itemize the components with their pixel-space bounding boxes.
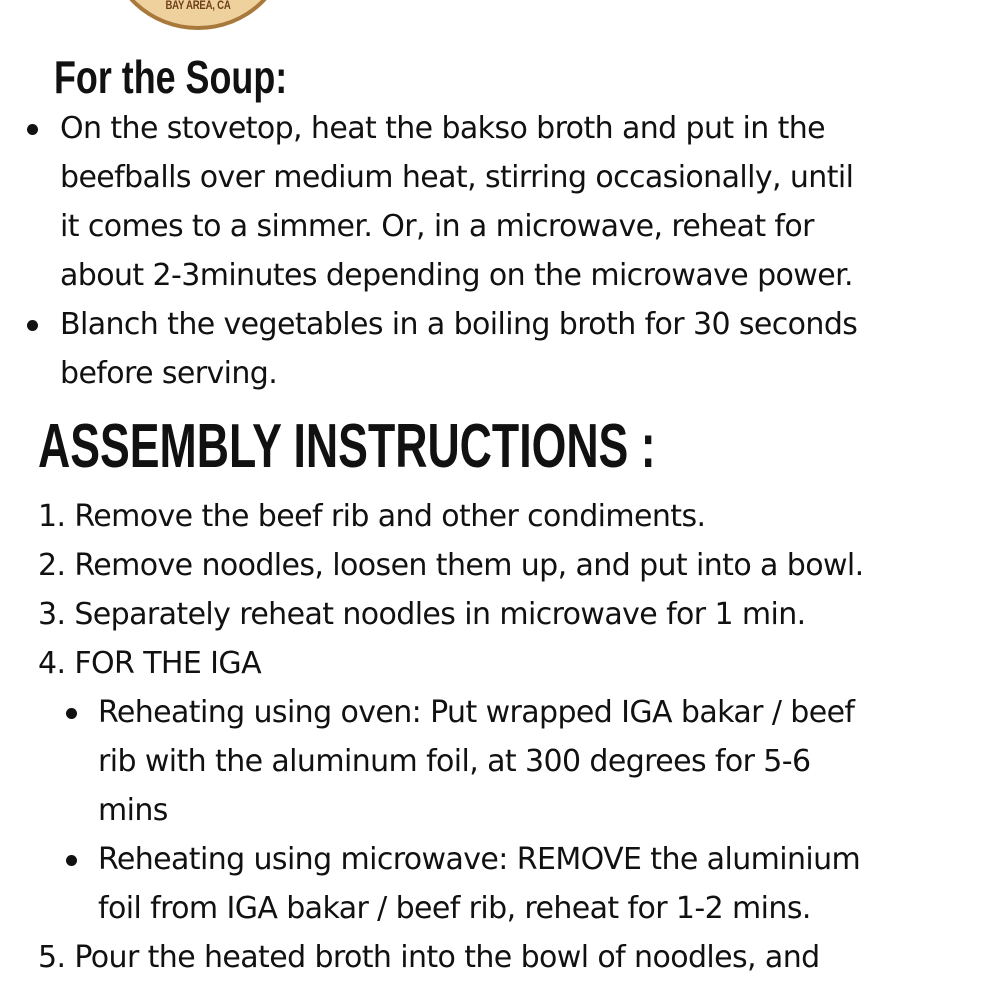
list-item	[0, 104, 1000, 300]
list-item	[0, 835, 1000, 933]
iga-substeps	[0, 688, 1000, 933]
list-item: 4. FOR THE IGA	[38, 646, 262, 681]
soup-instructions-list	[0, 104, 1000, 398]
text-line: before serving.	[60, 356, 278, 391]
bullet-icon	[27, 124, 38, 135]
list-item	[0, 300, 1000, 398]
brand-logo	[108, 0, 288, 30]
assembly-heading: ASSEMBLY INSTRUCTIONS :	[38, 412, 656, 481]
assembly-steps-list	[0, 492, 1000, 982]
text-line: mins	[98, 793, 168, 828]
text-line: rib with the aluminum foil, at 300 degrees for 5-6	[98, 744, 811, 779]
list-item	[0, 688, 1000, 835]
soup-heading: For the Soup:	[54, 51, 288, 103]
bullet-icon	[27, 320, 38, 331]
list-item: 5. Pour the heated broth into the bowl of noodles, and	[38, 940, 820, 975]
text-line: it comes to a simmer. Or, in a microwave, reheat for	[60, 209, 814, 244]
text-line: Reheating using oven: Put wrapped IGA bakar / beef	[98, 695, 855, 730]
list-item: 1. Remove the beef rib and other condiments.	[38, 499, 706, 534]
logo-location-text: BAY AREA, CA	[165, 0, 231, 12]
list-item: 3. Separately reheat noodles in microwave for 1 min.	[38, 597, 806, 632]
text-line: Reheating using microwave: REMOVE the aluminium	[98, 842, 861, 877]
bullet-icon	[66, 855, 77, 866]
text-line: foil from IGA bakar / beef rib, reheat for 1-2 mins.	[98, 891, 811, 926]
text-line: beefballs over medium heat, stirring occasionally, until	[60, 160, 854, 195]
list-item: 2. Remove noodles, loosen them up, and put into a bowl.	[38, 548, 864, 583]
text-line: Blanch the vegetables in a boiling broth for 30 seconds	[60, 307, 858, 342]
text-line: about 2-3minutes depending on the microwave power.	[60, 258, 853, 293]
text-line: On the stovetop, heat the bakso broth and put in the	[60, 111, 826, 146]
iga-substeps-list	[0, 688, 1000, 933]
bullet-icon	[66, 708, 77, 719]
